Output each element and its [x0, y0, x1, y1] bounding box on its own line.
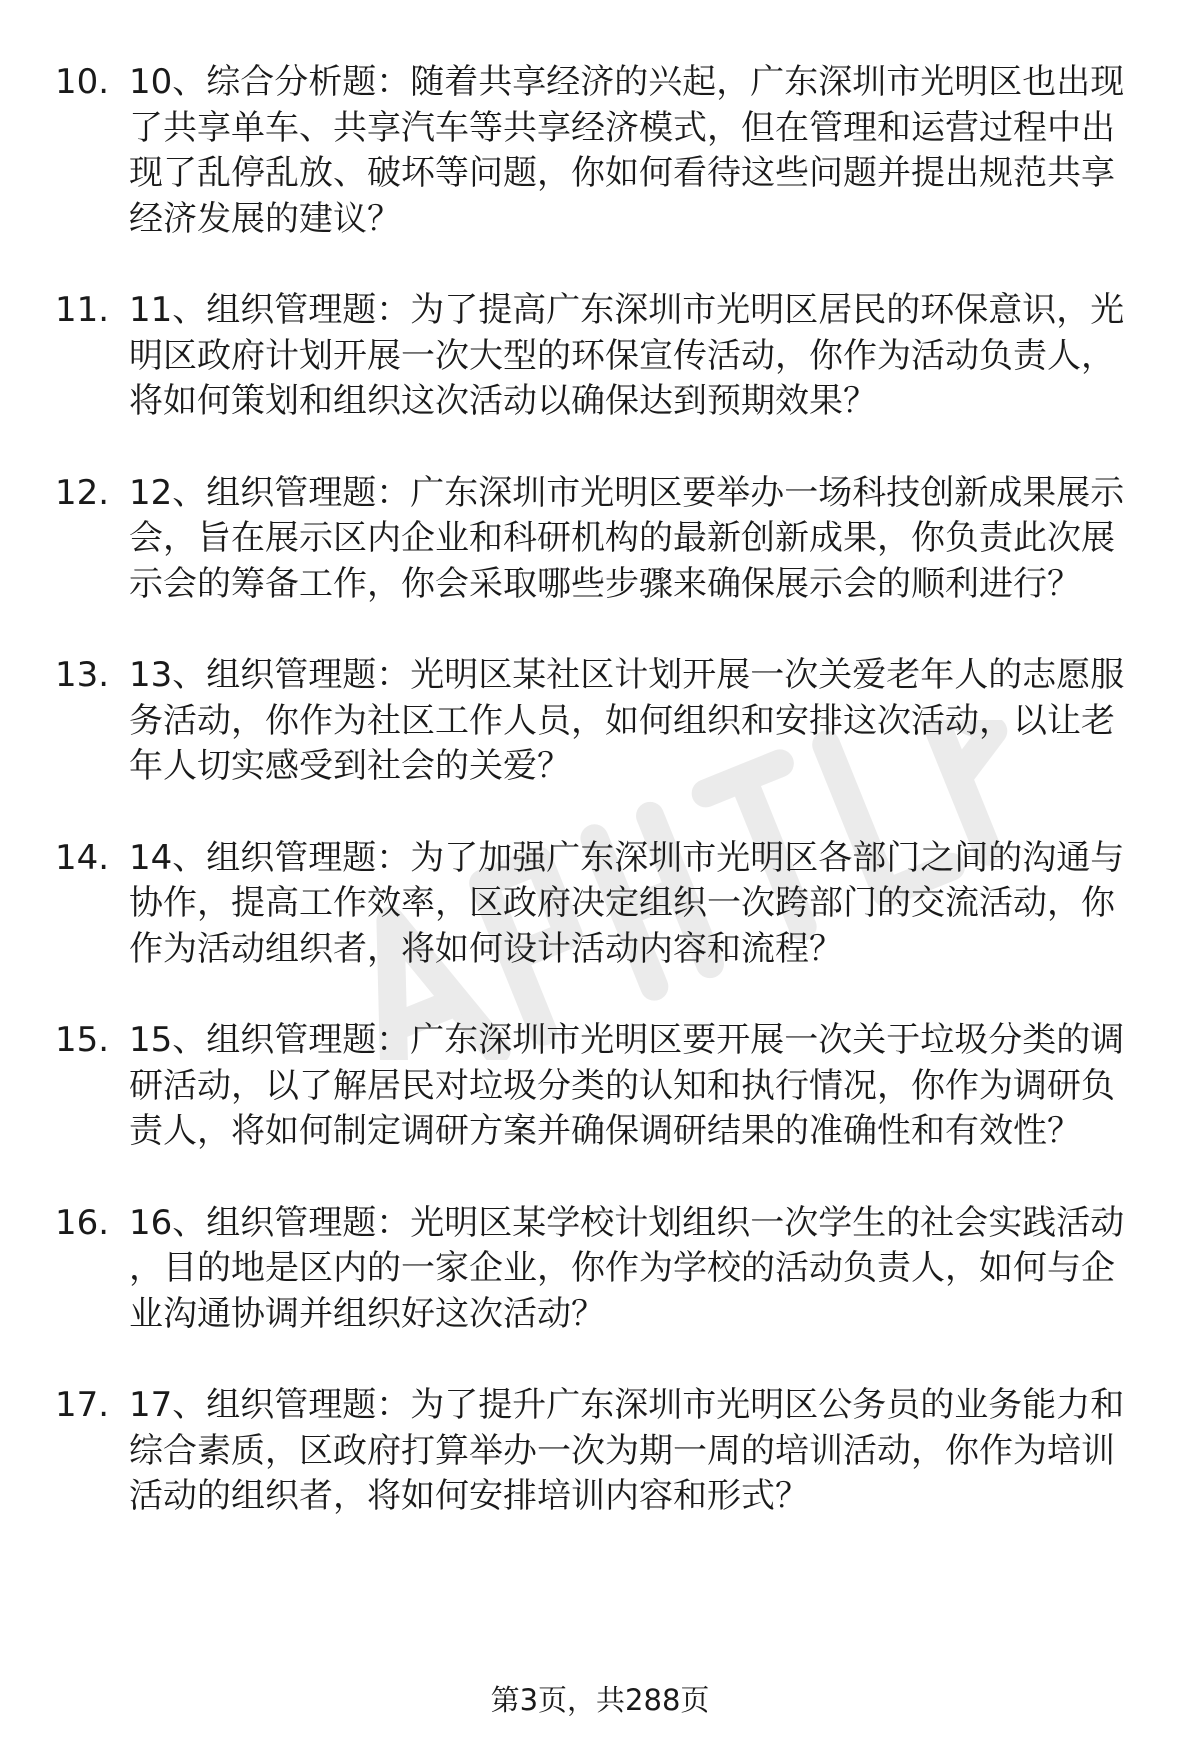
list-item: [55, 1383, 1145, 1520]
list-item: [55, 471, 1145, 608]
list-item: [55, 60, 1145, 242]
list-item: [55, 653, 1145, 790]
page-number-label: 第3页，共288页: [490, 1683, 710, 1717]
item-number: 16.: [55, 1202, 110, 1243]
item-text: 12、组织管理题：广东深圳市光明区要举办一场科技创新成果展示会，旨在展示区内企业和科研机构的最新创新成果，你负责此次展示会的筹备工作，你会采取哪些步骤来确保展示会的顺利进行？: [129, 472, 1125, 604]
item-text: 17、组织管理题：为了提升广东深圳市光明区公务员的业务能力和综合素质，区政府打算举办一次为期一周的培训活动，你作为培训活动的组织者，将如何安排培训内容和形式？: [129, 1385, 1125, 1516]
item-text: 10、综合分析题：随着共享经济的兴起，广东深圳市光明区也出现了共享单车、共享汽车等共享经济模式，但在管理和运营过程中出现了乱停乱放、破坏等问题，你如何看待这些问题并提出规范共享经济发展的建议？: [129, 62, 1125, 239]
list-item: [55, 1201, 1145, 1338]
page-footer: [0, 1680, 1200, 1720]
list-item: [55, 288, 1145, 425]
item-text: 11、组织管理题：为了提高广东深圳市光明区居民的环保意识，光明区政府计划开展一次大型的环保宣传活动，你作为活动负责人，将如何策划和组织这次活动以确保达到预期效果？: [129, 290, 1125, 421]
list-item: [55, 1018, 1145, 1155]
item-text: 16、组织管理题：光明区某学校计划组织一次学生的社会实践活动，目的地是区内的一家企业，你作为学校的活动负责人，如何与企业沟通协调并组织好这次活动？: [129, 1202, 1125, 1334]
list-item: [55, 836, 1145, 973]
item-number: 11.: [55, 290, 110, 330]
question-list: [55, 60, 1145, 1566]
item-number: 15.: [55, 1020, 110, 1060]
item-text: 15、组织管理题：广东深圳市光明区要开展一次关于垃圾分类的调研活动，以了解居民对垃圾分类的认知和执行情况，你作为调研负责人，将如何制定调研方案并确保调研结果的准确性和有效性？: [129, 1020, 1125, 1151]
item-text: 13、组织管理题：光明区某社区计划开展一次关爱老年人的志愿服务活动，你作为社区工作人员，如何组织和安排这次活动，以让老年人切实感受到社会的关爱？: [129, 655, 1125, 786]
item-number: 14.: [55, 837, 110, 878]
item-number: 13.: [55, 655, 110, 695]
item-number: 17.: [55, 1385, 110, 1425]
item-text: 14、组织管理题：为了加强广东深圳市光明区各部门之间的沟通与协作，提高工作效率，区政府决定组织一次跨部门的交流活动，你作为活动组织者，将如何设计活动内容和流程？: [129, 837, 1125, 969]
item-number: 10.: [55, 62, 110, 102]
item-number: 12.: [55, 472, 110, 513]
